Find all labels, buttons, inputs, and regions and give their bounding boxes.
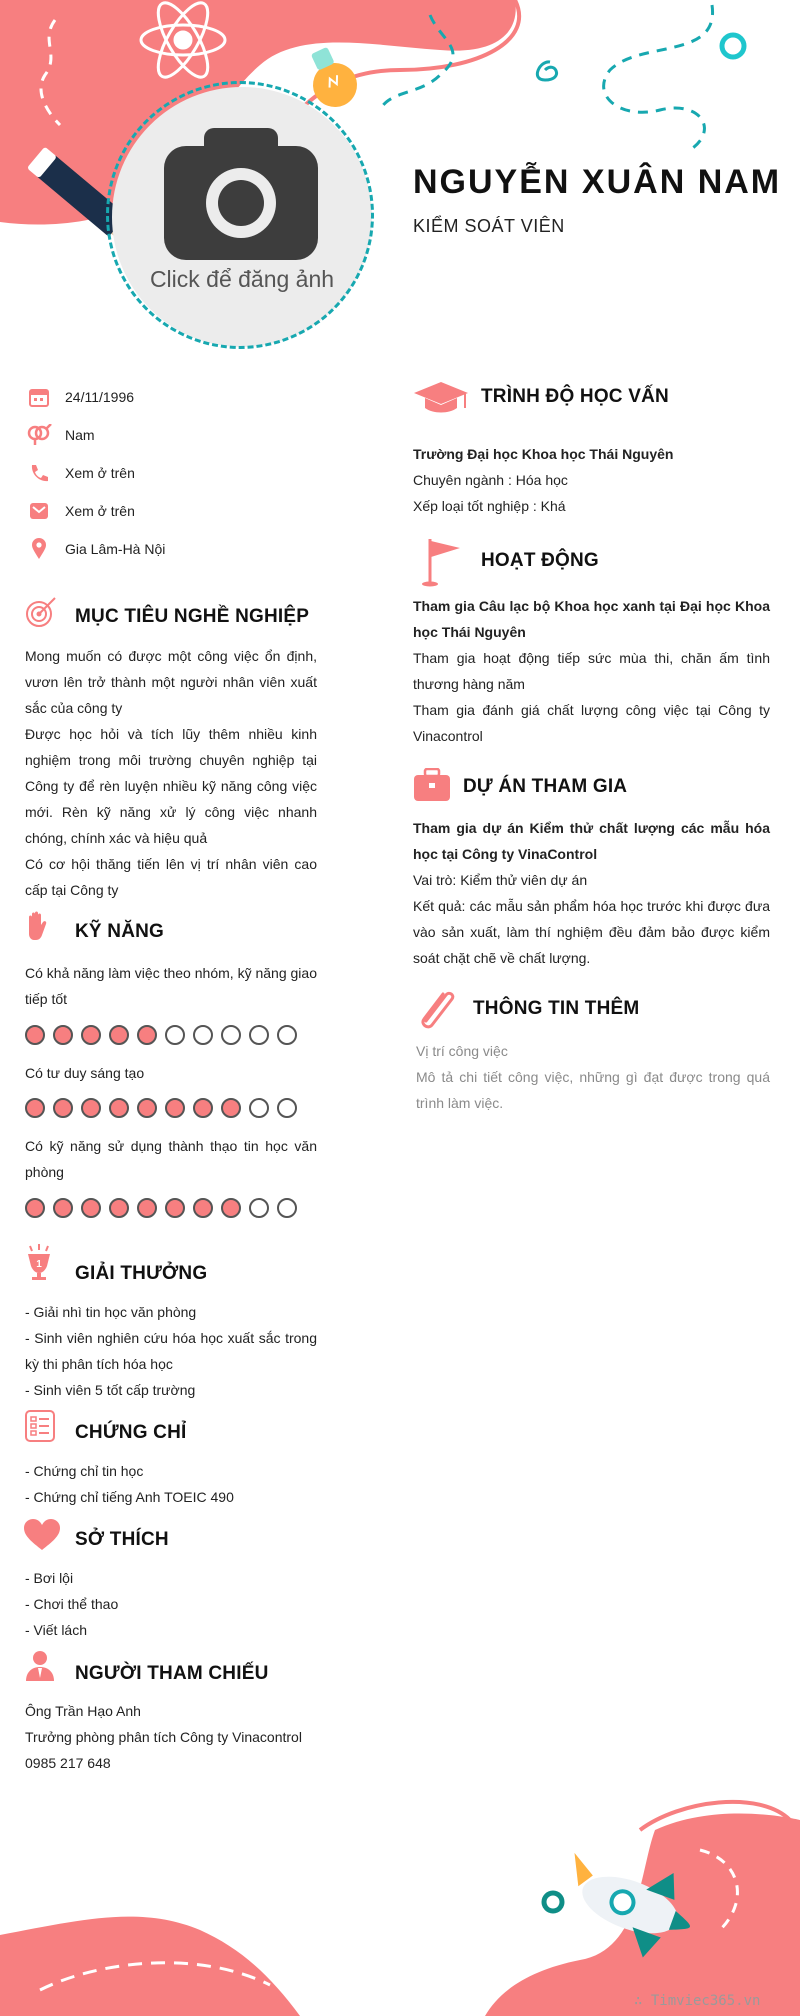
activity-line: Tham gia hoạt động tiếp sức mùa thi, chăn ấm tình thương hàng năm	[413, 650, 770, 692]
contact-phone	[25, 458, 135, 488]
target-icon	[25, 596, 57, 628]
contact-address	[25, 534, 165, 564]
hand-icon	[25, 911, 51, 943]
extra-details[interactable]	[413, 1038, 770, 1116]
cert-item: - Chứng chỉ tin học	[25, 1463, 144, 1479]
paperclip-icon	[416, 987, 458, 1029]
rating-dot-empty	[249, 1025, 269, 1045]
references-title: NGƯỜI THAM CHIẾU	[75, 1663, 269, 1684]
rating-dot-empty	[249, 1098, 269, 1118]
rating-dot-filled	[25, 1198, 45, 1218]
rating-dot-empty	[277, 1198, 297, 1218]
reference-line: Ông Trần Hạo Anh	[25, 1703, 141, 1719]
skill-rating	[25, 1025, 297, 1045]
award-item: - Sinh viên 5 tốt cấp trường	[25, 1382, 196, 1398]
education-major: Chuyên ngành : Hóa học	[413, 472, 568, 488]
briefcase-icon	[413, 768, 451, 802]
rating-dot-filled	[221, 1098, 241, 1118]
watermark: ∴ Timviec365.vn	[634, 1993, 761, 2009]
trophy-icon	[22, 1242, 56, 1282]
candidate-name: NGUYỄN XUÂN NAM	[413, 163, 782, 201]
rating-dot-filled	[221, 1198, 241, 1218]
graduation-cap-icon	[413, 380, 469, 416]
skills-title: KỸ NĂNG	[75, 921, 165, 942]
project-heading: Tham gia dự án Kiểm thử chất lượng các mẫu hóa học tại Công ty VinaControl	[413, 820, 770, 862]
objective-title: MỤC TIÊU NGHỀ NGHIỆP	[75, 606, 310, 627]
rating-dot-filled	[137, 1198, 157, 1218]
project-result: Kết quả: các mẫu sản phẩm hóa học trước khi được đưa vào sản xuất, làm thí nghiệm đều đảm bảo được kiểm soát chặt chẽ về chất lượng.	[413, 898, 770, 966]
objective-line: Có cơ hội thăng tiến lên vị trí nhân viên cao cấp tại Công ty	[25, 856, 317, 898]
rating-dot-filled	[193, 1098, 213, 1118]
gender-icon	[25, 424, 53, 446]
activity-heading: Tham gia Câu lạc bộ Khoa học xanh tại Đại học Khoa học Thái Nguyên	[413, 598, 770, 640]
skill-rating	[25, 1198, 297, 1218]
hobbies-list	[25, 1565, 317, 1643]
checklist-icon	[25, 1410, 55, 1442]
dob-value: 24/11/1996	[65, 389, 135, 405]
gender-value: Nam	[65, 427, 95, 443]
cert-item: - Chứng chỉ tiếng Anh TOEIC 490	[25, 1489, 234, 1505]
extra-title: THÔNG TIN THÊM	[473, 998, 640, 1019]
objective-line: Mong muốn có được một công việc ổn định, vươn lên trở thành một người nhân viên xuất sắc của công ty	[25, 648, 317, 716]
rating-dot-filled	[137, 1098, 157, 1118]
heart-icon	[23, 1518, 61, 1552]
rating-dot-filled	[53, 1025, 73, 1045]
rating-dot-empty	[277, 1098, 297, 1118]
rating-dot-empty	[221, 1025, 241, 1045]
location-pin-icon	[25, 538, 53, 560]
flag-icon	[418, 535, 466, 587]
rating-dot-empty	[165, 1025, 185, 1045]
phone-value[interactable]: Xem ở trên	[65, 465, 135, 481]
awards-title: GIẢI THƯỞNG	[75, 1263, 208, 1284]
email-value[interactable]: Xem ở trên	[65, 503, 135, 519]
hobby-item: - Chơi thể thao	[25, 1596, 119, 1612]
projects-title: DỰ ÁN THAM GIA	[463, 776, 628, 797]
email-icon	[25, 500, 53, 522]
skill-label: Có tư duy sáng tạo	[25, 1065, 145, 1081]
rating-dot-filled	[81, 1025, 101, 1045]
education-title: TRÌNH ĐỘ HỌC VẤN	[481, 386, 669, 407]
rating-dot-filled	[53, 1198, 73, 1218]
rating-dot-empty	[249, 1198, 269, 1218]
activity-line: Tham gia đánh giá chất lượng công việc tại Công ty Vinacontrol	[413, 702, 770, 744]
hobby-item: - Bơi lội	[25, 1570, 74, 1586]
rating-dot-filled	[81, 1198, 101, 1218]
camera-icon	[164, 128, 318, 260]
address-value: Gia Lâm-Hà Nội	[65, 541, 166, 557]
contact-email	[25, 496, 135, 526]
contact-gender	[25, 420, 95, 450]
award-item: - Giải nhì tin học văn phòng	[25, 1304, 197, 1320]
hobby-item: - Viết lách	[25, 1622, 87, 1638]
person-icon	[25, 1650, 55, 1682]
education-school: Trường Đại học Khoa học Thái Nguyên	[413, 446, 674, 462]
phone-icon	[25, 462, 53, 484]
rating-dot-filled	[109, 1098, 129, 1118]
rating-dot-empty	[277, 1025, 297, 1045]
certs-list	[25, 1458, 317, 1510]
rating-dot-filled	[137, 1025, 157, 1045]
references-list	[25, 1698, 317, 1776]
project-role: Vai trò: Kiểm thử viên dự án	[413, 872, 588, 888]
svg-text:1: 1	[36, 1259, 42, 1270]
rating-dot-filled	[109, 1198, 129, 1218]
extra-description-placeholder[interactable]: Mô tả chi tiết công việc, những gì đạt được trong quá trình làm việc.	[416, 1069, 770, 1111]
skill-rating	[25, 1098, 297, 1118]
rating-dot-filled	[53, 1098, 73, 1118]
reference-line: Trưởng phòng phân tích Công ty Vinacontrol	[25, 1729, 302, 1745]
activities-title: HOẠT ĐỘNG	[481, 550, 599, 571]
certs-title: CHỨNG CHỈ	[75, 1422, 187, 1443]
photo-upload-hint[interactable]: Click để đăng ảnh	[149, 266, 335, 292]
activities-details	[413, 593, 770, 749]
skill-label: Có khả năng làm việc theo nhóm, kỹ năng giao tiếp tốt	[25, 965, 317, 1007]
rating-dot-filled	[193, 1198, 213, 1218]
rating-dot-filled	[81, 1098, 101, 1118]
skill-label: Có kỹ năng sử dụng thành thạo tin học văn phòng	[25, 1138, 317, 1180]
objective-text	[25, 643, 317, 903]
reference-line: 0985 217 648	[25, 1755, 111, 1771]
contact-dob	[25, 382, 134, 412]
calendar-icon	[25, 386, 53, 408]
awards-list	[25, 1299, 317, 1403]
rating-dot-filled	[25, 1098, 45, 1118]
rating-dot-filled	[25, 1025, 45, 1045]
rating-dot-filled	[109, 1025, 129, 1045]
candidate-role: KIỂM SOÁT VIÊN	[413, 216, 565, 236]
rating-dot-filled	[165, 1198, 185, 1218]
hobbies-title: SỞ THÍCH	[75, 1529, 169, 1550]
award-item: - Sinh viên nghiên cứu hóa học xuất sắc trong kỳ thi phân tích hóa học	[25, 1330, 317, 1372]
extra-position-placeholder[interactable]: Vị trí công việc	[416, 1043, 508, 1059]
objective-line: Được học hỏi và tích lũy thêm nhiều kinh nghiệm trong môi trường chuyên nghiệp tại Công ty để rèn luyện nhiều kỹ năng công việc mới. Rèn kỹ năng xử lý công việc nhanh chóng, chính xác và hiệu quả	[25, 726, 317, 846]
projects-details	[413, 815, 770, 971]
rating-dot-empty	[193, 1025, 213, 1045]
education-grade: Xếp loại tốt nghiệp : Khá	[413, 498, 566, 514]
education-details	[413, 441, 770, 519]
rating-dot-filled	[165, 1098, 185, 1118]
